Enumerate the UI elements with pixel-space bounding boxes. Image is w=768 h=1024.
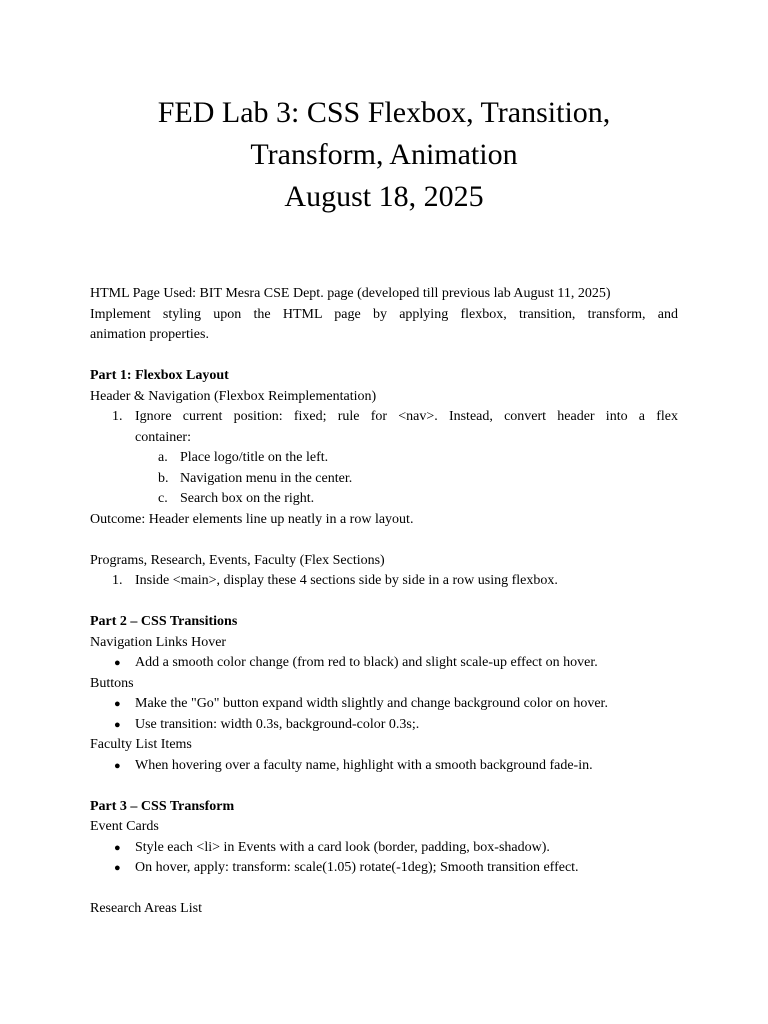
bullet-item — [90, 715, 678, 736]
bullet-text: Use transition: width 0.3s, background-color 0.3s;. — [135, 716, 420, 732]
sub-list-item — [90, 448, 678, 469]
sub-list-text: Place logo/title on the left. — [180, 450, 329, 465]
part1-heading: Part 1: Flexbox Layout — [90, 368, 229, 383]
list-item — [90, 571, 678, 592]
sub-list-text: Search box on the right. — [180, 491, 315, 506]
bullet-item — [90, 653, 678, 674]
sub-list-marker: c. — [158, 491, 168, 506]
list-item-text: Inside <main>, display these 4 sections side by side in a row using flexbox. — [135, 573, 558, 588]
list-item-text-line-1: Ignore current position: fixed; rule for <nav>. Instead, convert header into a flex — [135, 409, 678, 424]
sub-list-marker: b. — [158, 470, 169, 486]
part2-heading: Part 2 – CSS Transitions — [90, 614, 238, 629]
bullet-icon: ● — [114, 841, 121, 854]
bullet-item — [90, 838, 678, 859]
list-item-text-line-2: container: — [135, 429, 191, 445]
bullet-icon: ● — [114, 718, 121, 731]
title-date: August 18, 2025 — [284, 180, 484, 213]
bullet-text: Add a smooth color change (from red to black) and slight scale-up effect on hover. — [135, 655, 598, 670]
part3-events-title: Event Cards — [90, 819, 159, 834]
bullet-text: Style each <li> in Events with a card look (border, padding, box-shadow). — [135, 839, 550, 855]
sub-list-item — [90, 469, 678, 490]
list-number: 1. — [112, 573, 123, 588]
part3-heading: Part 3 – CSS Transform — [90, 798, 235, 814]
intro-line-3: animation properties. — [90, 327, 209, 342]
sub-list-marker: a. — [158, 450, 168, 465]
bullet-icon: ● — [114, 862, 121, 874]
part1-subheading-sections: Programs, Research, Events, Faculty (Flex Sections) — [90, 552, 385, 568]
intro-line-1: HTML Page Used: BIT Mesra CSE Dept. page (developed till previous lab August 11, 2025) — [90, 286, 611, 301]
bullet-icon: ● — [114, 657, 121, 669]
part1-outcome: Outcome: Header elements line up neatly in a row layout. — [90, 511, 414, 527]
list-number: 1. — [112, 409, 123, 424]
bullet-item — [90, 756, 678, 777]
bullet-item — [90, 858, 678, 879]
sub-list-item — [90, 489, 678, 510]
bullet-icon: ● — [114, 759, 121, 772]
part2-buttons-title: Buttons — [90, 675, 134, 691]
title-line-1: FED Lab 3: CSS Flexbox, Transition, — [157, 96, 611, 129]
document-body — [90, 284, 678, 920]
part2-nav-title: Navigation Links Hover — [90, 634, 227, 650]
list-item — [90, 407, 678, 448]
document-title — [0, 92, 768, 218]
bullet-text: Make the "Go" button expand width slightly and change background color on hover. — [135, 696, 608, 711]
bullet-icon: ● — [114, 698, 121, 710]
bullet-text: When hovering over a faculty name, highlight with a smooth background fade-in. — [135, 757, 593, 773]
title-line-2: Transform, Animation — [250, 138, 518, 171]
part1-subheading-header: Header & Navigation (Flexbox Reimplementation) — [90, 388, 377, 404]
bullet-text: On hover, apply: transform: scale(1.05) rotate(-1deg); Smooth transition effect. — [135, 860, 579, 875]
part2-faculty-title: Faculty List Items — [90, 737, 192, 752]
part3-research-title: Research Areas List — [90, 901, 202, 916]
bullet-item — [90, 694, 678, 715]
sub-list-text: Navigation menu in the center. — [180, 470, 353, 486]
intro-line-2: Implement styling upon the HTML page by applying flexbox, transition, transform, and — [90, 306, 678, 322]
